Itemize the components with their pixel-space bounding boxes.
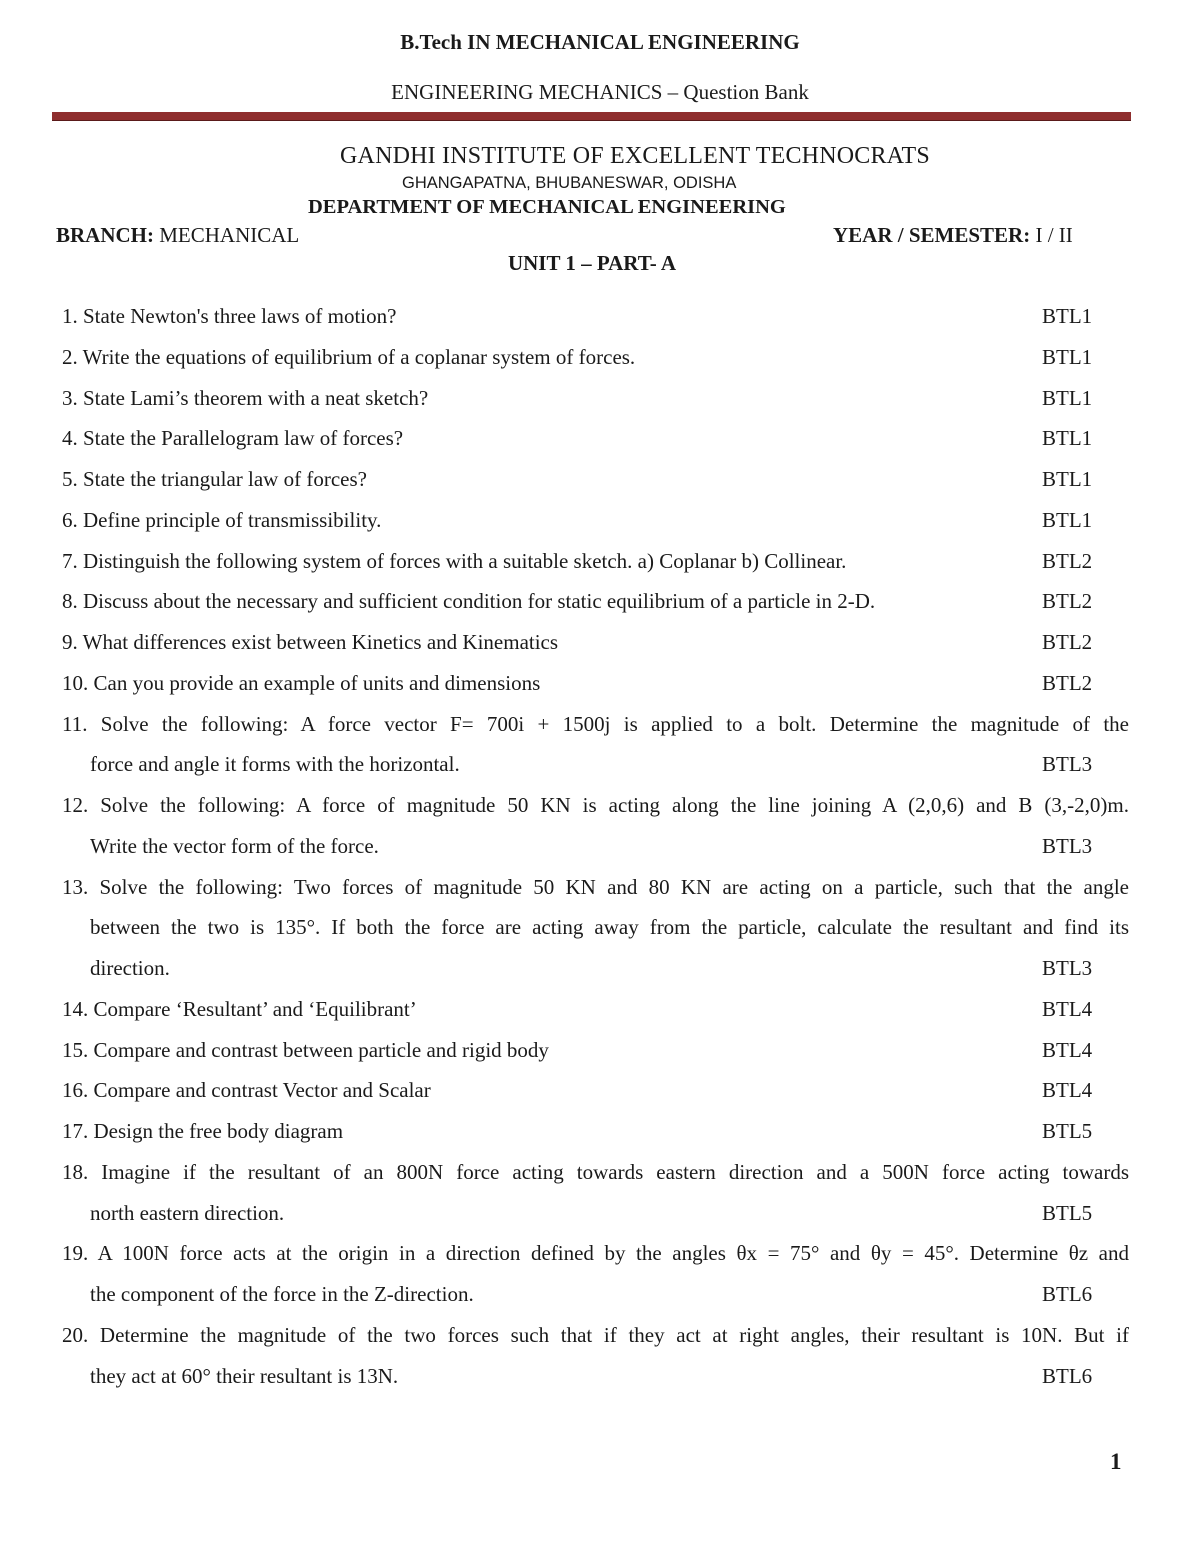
question-btl-level: BTL6 — [1042, 1363, 1093, 1388]
question-btl-level: BTL5 — [1042, 1200, 1093, 1225]
question-btl-level: BTL5 — [1042, 1119, 1093, 1143]
question-btl-level: BTL1 — [1042, 426, 1093, 451]
question-btl-level: BTL2 — [1042, 548, 1093, 573]
question-btl-level: BTL1 — [1042, 467, 1093, 491]
question-text: 8. Discuss about the necessary and sufficient condition for static equilibrium of a particle in 2-D. — [62, 589, 876, 614]
question-text: 6. Define principle of transmissibility. — [62, 507, 382, 532]
question-btl-level: BTL4 — [1042, 996, 1093, 1021]
question-text: 10. Can you provide an example of units and dimensions — [62, 670, 541, 695]
question-text: 12. Solve the following: A force of magnitude 50 KN is acting along the line joining A (2,0,6) and B (3,-2,0)m. — [62, 793, 1129, 817]
question-btl-level: BTL1 — [1042, 385, 1093, 410]
institute-name: GANDHI INSTITUTE OF EXCELLENT TECHNOCRATS — [340, 143, 930, 169]
question-text: 18. Imagine if the resultant of an 800N force acting towards eastern direction and a 500N force acting towards — [62, 1159, 1129, 1184]
question-text: 16. Compare and contrast Vector and Scalar — [62, 1078, 431, 1103]
subject-title: ENGINEERING MECHANICS – Question Bank — [391, 80, 809, 104]
branch-label: BRANCH: — [56, 223, 154, 247]
program-title: B.Tech IN MECHANICAL ENGINEERING — [400, 30, 800, 54]
question-text: 1. State Newton's three laws of motion? — [62, 304, 397, 328]
question-text: 15. Compare and contrast between particle and rigid body — [62, 1037, 549, 1062]
question-btl-level: BTL3 — [1042, 752, 1093, 777]
question-text-continued: north eastern direction. — [90, 1200, 285, 1225]
question-text: 14. Compare ‘Resultant’ and ‘Equilibrant’ — [62, 996, 417, 1021]
unit-heading: UNIT 1 – PART- A — [507, 251, 677, 275]
year-semester-value: I / II — [1035, 223, 1073, 247]
question-text: 17. Design the free body diagram — [62, 1119, 344, 1143]
question-btl-level: BTL3 — [1042, 956, 1093, 980]
question-text-continued: force and angle it forms with the horizontal. — [90, 752, 460, 777]
institute-address: GHANGAPATNA, BHUBANESWAR, ODISHA — [402, 174, 737, 192]
question-btl-level: BTL4 — [1042, 1078, 1093, 1103]
question-text: 19. A 100N force acts at the origin in a direction defined by the angles θx = 75° and θy = 45°. Determine θz and — [62, 1241, 1129, 1266]
department-name: DEPARTMENT OF MECHANICAL ENGINEERING — [308, 196, 786, 218]
question-text-continued: the component of the force in the Z-direction. — [90, 1282, 474, 1306]
branch-value: MECHANICAL — [159, 223, 300, 247]
question-btl-level: BTL1 — [1042, 344, 1093, 369]
question-btl-level: BTL4 — [1042, 1037, 1093, 1062]
question-text: 3. State Lami’s theorem with a neat sketch? — [62, 385, 429, 410]
question-btl-level: BTL1 — [1042, 507, 1093, 532]
question-text: 11. Solve the following: A force vector F= 700i + 1500j is applied to a bolt. Determine the magnitude of the — [62, 711, 1129, 736]
question-text: 4. State the Parallelogram law of forces? — [62, 426, 404, 451]
question-text: 20. Determine the magnitude of the two forces such that if they act at right angles, their resultant is 10N. But if — [62, 1322, 1129, 1347]
question-text-continued: between the two is 135°. If both the force are acting away from the particle, calculate the resultant and find its — [90, 915, 1129, 940]
question-text: 5. State the triangular law of forces? — [62, 467, 367, 491]
page-number: 1 — [1110, 1449, 1122, 1474]
question-btl-level: BTL1 — [1042, 304, 1093, 328]
question-text: 2. Write the equations of equilibrium of a coplanar system of forces. — [62, 344, 636, 369]
question-text-continued: Write the vector form of the force. — [90, 833, 379, 858]
question-btl-level: BTL3 — [1042, 833, 1093, 858]
question-btl-level: BTL2 — [1042, 670, 1093, 695]
question-btl-level: BTL2 — [1042, 589, 1093, 614]
question-btl-level: BTL6 — [1042, 1282, 1093, 1306]
question-text-continued: direction. — [90, 956, 170, 980]
year-semester-label: YEAR / SEMESTER: — [833, 223, 1031, 247]
question-text: 7. Distinguish the following system of forces with a suitable sketch. a) Coplanar b) Collinear. — [62, 548, 847, 573]
question-text: 9. What differences exist between Kinetics and Kinematics — [62, 630, 559, 654]
question-text-continued: they act at 60° their resultant is 13N. — [90, 1363, 399, 1388]
question-text: 13. Solve the following: Two forces of magnitude 50 KN and 80 KN are acting on a particle, such that the angle — [62, 874, 1129, 899]
question-btl-level: BTL2 — [1042, 630, 1093, 654]
